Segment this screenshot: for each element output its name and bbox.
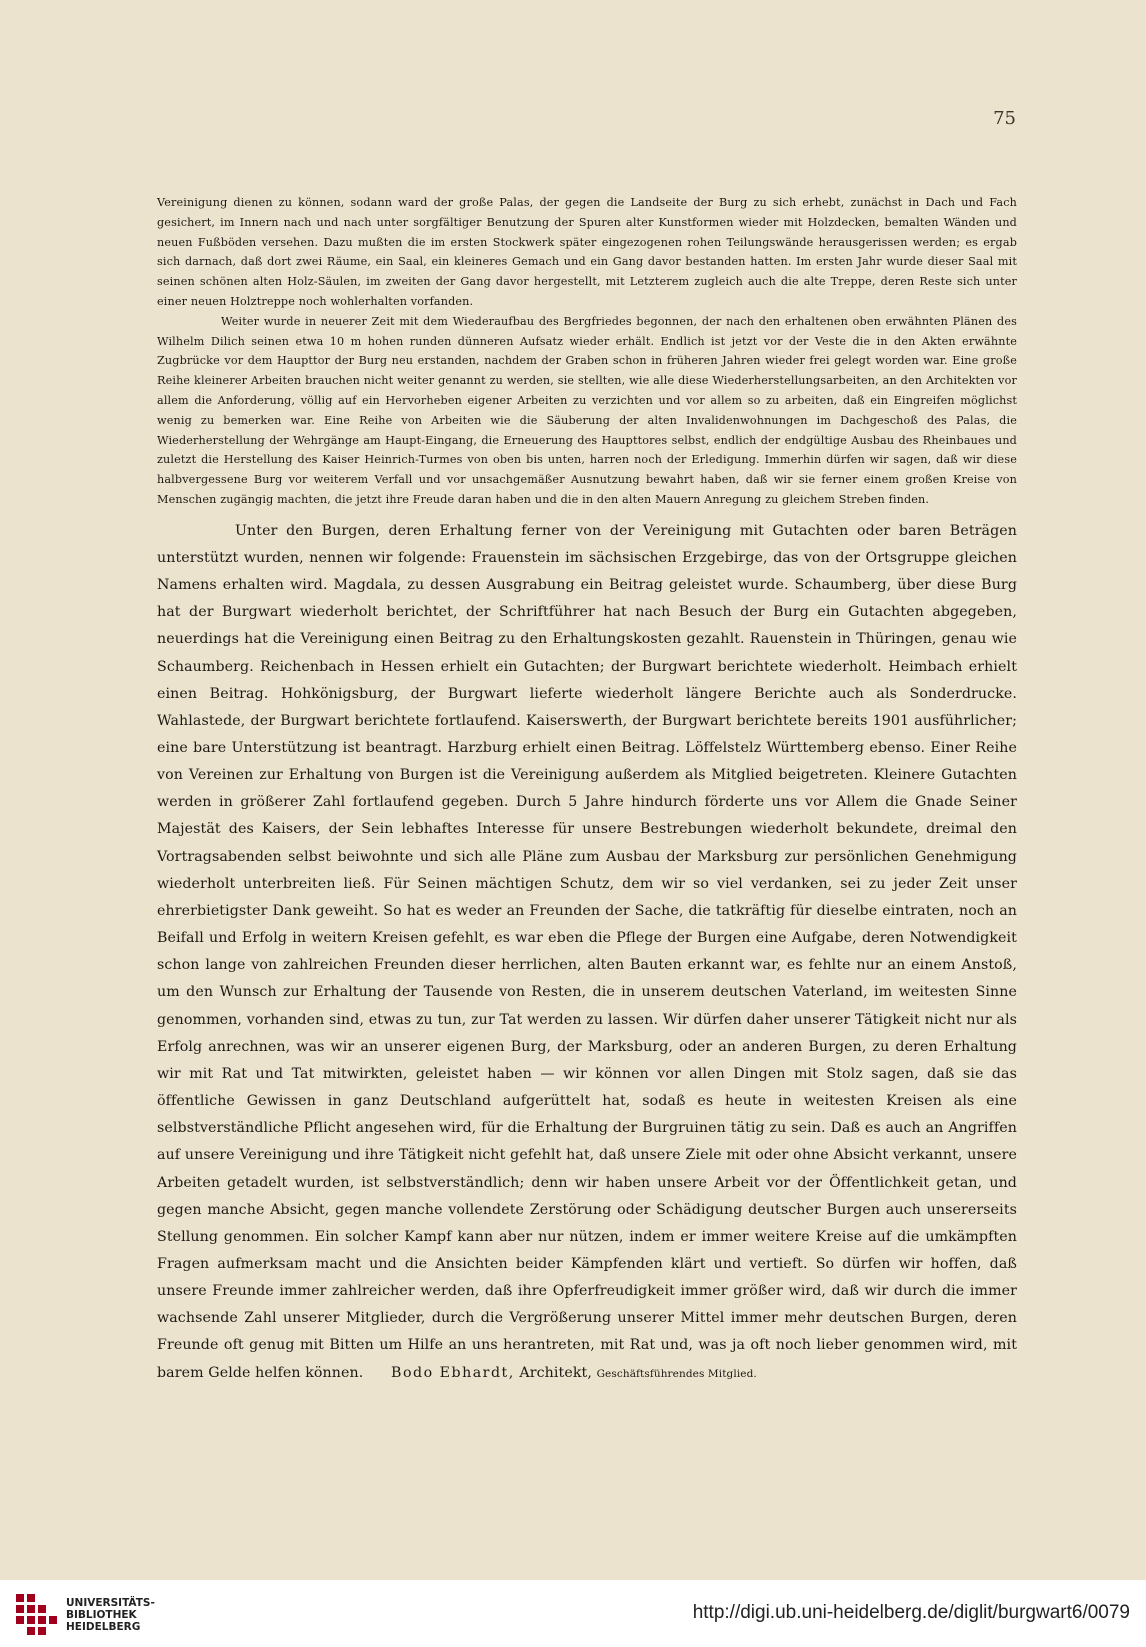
signature-title: Geschäftsführendes Mitglied. [596, 1367, 757, 1380]
viewer-footer [0, 1580, 1146, 1647]
library-seal-logo-icon[interactable] [14, 1592, 60, 1636]
page-body [157, 193, 1017, 1388]
library-name [66, 1597, 206, 1633]
signature-name: Bodo Ebhardt, [391, 1364, 515, 1381]
paragraph-main-text: Unter den Burgen, deren Erhaltung ferner von der Vereinigung mit Gutachten oder baren Beträgen unterstützt wurden, nennen wir folgende: Frauenstein im sächsischen Erzgebirge, das von der Ortsgruppe gleichen Namens erhalten wird. Magdala, zu dessen Ausgrabung ein Beitrag geleistet wurde. Schaumberg, über diese Burg hat der Burgwart wiederholt berichtet, der Schriftführer hat nach Besuch der Burg ein Gutachten abgegeben, neuerdings hat die Vereinigung einen Beitrag zu den Erhaltungskosten gezahlt. Rauenstein in Thüringen, genau wie Schaumberg. Reichenbach in Hessen erhielt ein Gutachten; der Burgwart berichtete wiederholt. Heimbach erhielt einen Beitrag. Hohkönigsburg, der Burgwart lieferte wiederholt längere Berichte auch als Sonderdrucke. Wahlastede, der Burgwart berichtete fortlaufend. Kaiserswerth, der Burgwart berichtete bereits 1901 ausführlicher; eine bare Unterstützung ist beantragt. Harzburg erhielt einen Beitrag. Löffelstelz Württemberg ebenso. Einer Reihe von Vereinen zur Erhaltung von Burgen ist die Vereinigung außerdem als Mitglied beigetreten. Kleinere Gutachten werden in größerer Zahl fortlaufend gegeben. Durch 5 Jahre hindurch förderte uns vor Allem die Gnade Seiner Majestät des Kaisers, der Sein lebhaftes Interesse für unsere Bestrebungen wiederholt bekundete, dreimal den Vortragsabenden selbst beiwohnte und sich alle Pläne zum Ausbau der Marksburg zur persönlichen Genehmigung wiederholt unterbreiten ließ. Für Seinen mächtigen Schutz, dem wir so viel verdanken, sei zu jeder Zeit unser ehrerbietigster Dank geweiht. So hat es weder an Freunden der Sache, die tatkräftig für dieselbe eintraten, noch an Beifall und Erfolg in weitern Kreisen gefehlt, es war eben die Pflege der Burgen eine Aufgabe, deren Notwendigkeit schon lange von zahlreichen Freunden dieser herrlichen, alten Bauten erkannt war, es fehlte nur an einem Anstoß, um den Wunsch zur Erhaltung der Tausende von Resten, die in unserem deutschen Vaterland, im weitesten Sinne genommen, vorhanden sind, etwas zu tun, zur Tat werden zu lassen. Wir dürfen daher unserer Tätigkeit nicht nur als Erfolg anrechnen, was wir an unserer eigenen Burg, der Marksburg, oder an anderen Burgen, zu deren Erhaltung wir mit Rat und Tat mitwirkten, geleistet haben — wir können vor allen Dingen mit Stolz sagen, daß sie das öffentliche Gewissen in ganz Deutschland aufgerüttelt hat, sodaß es heute in weitesten Kreisen als eine selbstverständliche Pflicht angesehen wird, für die Erhaltung der Burgruinen tätig zu sein. Daß es auch an Angriffen auf unsere Vereinigung und ihre Tätigkeit nicht gefehlt hat, daß unsere Ziele mit oder ohne Absicht verkannt, unsere Arbeiten getadelt wurden, ist selbstverständlich; denn wir haben unsere Arbeit vor der Öffentlichkeit getan, und gegen manche Absicht, gegen manche vollendete Zerstörung oder Schädigung deutscher Burgen auch unsererseits Stellung genommen. Ein solcher Kampf kann aber nur nützen, indem er immer weitere Kreise auf die umkämpften Fragen aufmerksam macht und die Ansichten beider Kämpfenden klärt und vertieft. So dürfen wir hoffen, daß unsere Freunde immer zahlreicher werden, daß ihre Opferfreudigkeit immer größer wird, daß wir durch die immer wachsende Zahl unserer Mitglieder, durch die Vergrößerung unserer Mittel immer mehr deutschen Burgen, deren Freunde oft genug mit Bitten um Hilfe an uns herantreten, mit Rat und, was ja oft noch lieber genommen wird, mit barem Gelde helfen können. [157, 522, 1017, 1381]
paragraph-small-1: Vereinigung dienen zu können, sodann ward der große Palas, der gegen die Landseite der Burg zu sich erhebt, zunächst in Dach und Fach gesichert, im Innern nach und nach unter sorgfältiger Benutzung der Spuren alter Kunstformen wieder mit Holzdecken, bemalten Wänden und neuen Fußböden versehen. Dazu mußten die im ersten Stockwerk später eingezogenen rohen Teilungswände herausgerissen werden; es ergab sich darnach, daß dort zwei Räume, ein Saal, ein kleineres Gemach und ein Gang davor bestanden hatten. Im ersten Jahr wurde dieser Saal mit seinen schönen alten Holz-Säulen, im zweiten der Gang davor hergestellt, mit Letzterem zugleich auch die alte Treppe, deren Reste sich unter einer neuen Holztreppe noch wohlerhalten vorfanden. [157, 196, 1017, 308]
paragraph-main [157, 518, 1017, 1388]
page-number: 75 [993, 108, 1016, 129]
paragraph-small-2: Weiter wurde in neuerer Zeit mit dem Wiederaufbau des Bergfriedes begonnen, der nach den erhaltenen oben erwähnten Plänen des Wilhelm Dilich seinen etwa 10 m hohen runden dünneren Aufsatz wieder erhält. Endlich ist jetzt vor der Veste die in den Akten erwähnte Zugbrücke vor dem Haupttor der Burg neu erstanden, nachdem der Graben schon in früheren Jahren wieder frei gelegt worden war. Eine große Reihe kleinerer Arbeiten brauchen nicht weiter genannt zu werden, sie stellten, wie alle diese Wiederherstellungsarbeiten, an den Architekten vor allem die Anforderung, völlig auf ein Hervorheben eigener Arbeiten zu verzichten und vor allem so zu arbeiten, daß ein Eingreifen möglichst wenig zu bemerken war. Eine Reihe von Arbeiten wie die Säuberung der alten Invalidenwohnungen im Dachgeschoß des Palas, die Wiederherstellung der Wehrgänge am Haupt-Eingang, die Erneuerung des Haupttores selbst, endlich der endgültige Ausbau des Rheinbaues und zuletzt die Herstellung des Kaiser Heinrich-Turmes von oben bis unten, harren noch der Erledigung. Immerhin dürfen wir sagen, daß wir diese halbvergessene Burg vor weiterem Verfall und vor unsachgemäßer Ausnutzung bewahrt haben, daß wir sie ferner einem großen Kreise von Menschen zugängig machten, die jetzt ihre Freude daran haben und die in den alten Mauern Anregung zu gleichem Streben finden. [157, 314, 1017, 506]
library-name-line: HEIDELBERG [66, 1621, 141, 1633]
library-name-line: BIBLIOTHEK [66, 1609, 137, 1621]
signature-role: Architekt, [519, 1364, 592, 1381]
library-name-line: UNIVERSITÄTS- [66, 1597, 155, 1609]
permalink-url[interactable]: http://digi.ub.uni-heidelberg.de/diglit/burgwart6/0079 [692, 1602, 1130, 1623]
